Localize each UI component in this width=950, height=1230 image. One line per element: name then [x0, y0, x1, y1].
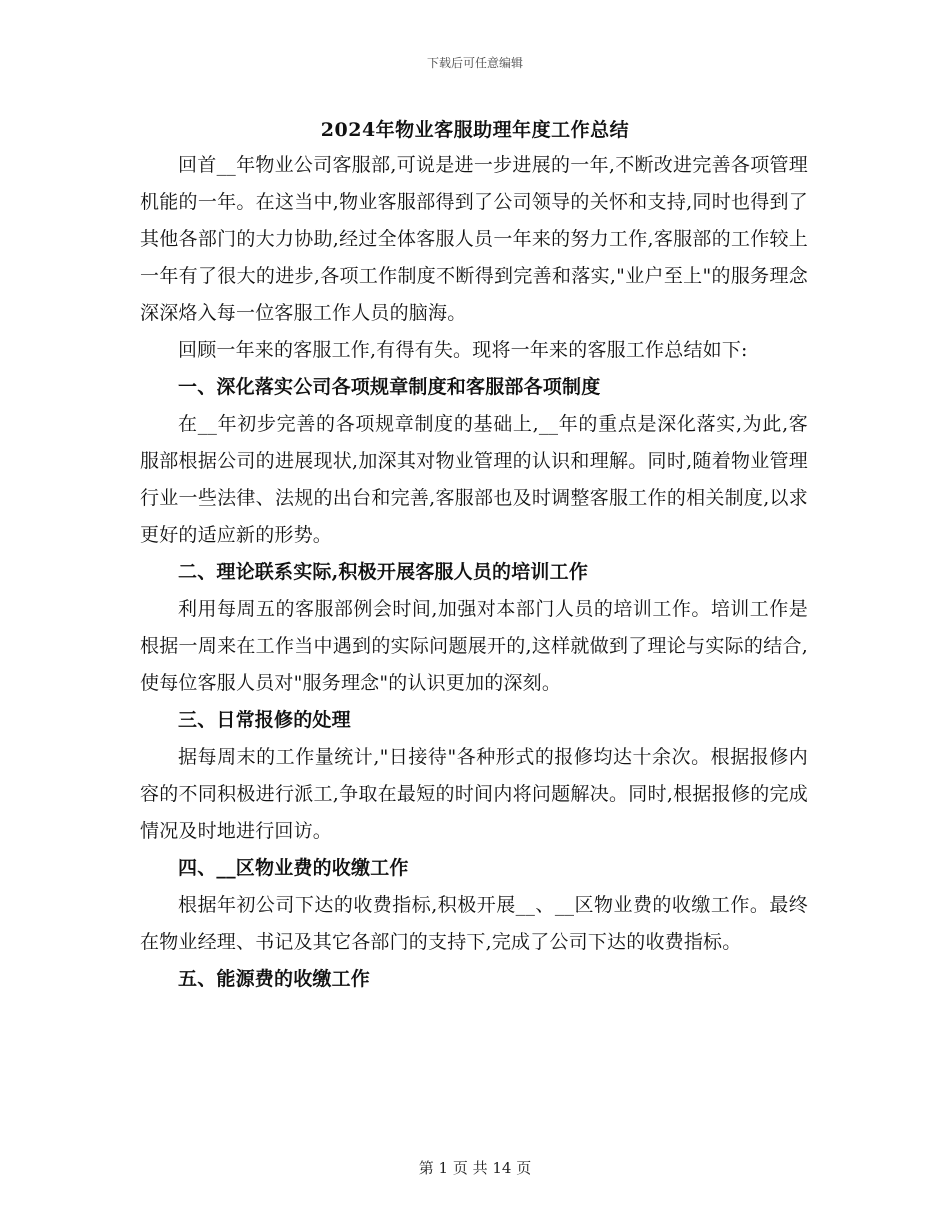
section-heading: 三、日常报修的处理	[178, 709, 351, 731]
intro-paragraph: 回顾一年来的客服工作,有得有失。现将一年来的客服工作总结如下:	[178, 339, 748, 361]
section-heading: 一、深化落实公司各项规章制度和客服部各项制度	[178, 376, 601, 398]
intro-paragraph: 回首__年物业公司客服部,可说是进一步进展的一年,不断改进完善各项管理机能的一年。在这当中,物业客服部得到了公司领导的关怀和支持,同时也得到了其他各部门的大力协助,经过全体客服人员一年来的努力工作,客服部的工作较上一年有了很大的进步,各项工作制度不断得到完善和落实,"业户至上"的服务理念深深烙入每一位客服工作人员的脑海。	[140, 154, 808, 324]
section-paragraph: 根据年初公司下达的收费指标,积极开展__、__区物业费的收缴工作。最终在物业经理、书记及其它各部门的支持下,完成了公司下达的收费指标。	[140, 894, 808, 953]
page-number: 第 1 页 共 14 页	[418, 1159, 532, 1177]
page-header-note: 下载后可任意编辑	[426, 56, 523, 70]
section-heading: 二、理论联系实际,积极开展客服人员的培训工作	[178, 561, 589, 583]
section-heading: 五、能源费的收缴工作	[178, 968, 371, 990]
section-paragraph: 据每周末的工作量统计,"日接待"各种形式的报修均达十余次。根据报修内容的不同积极进行派工,争取在最短的时间内将问题解决。同时,根据报修的完成情况及时地进行回访。	[140, 746, 808, 842]
section-paragraph: 在__年初步完善的各项规章制度的基础上,__年的重点是深化落实,为此,客服部根据公司的进展现状,加深其对物业管理的认识和理解。同时,随着物业管理行业一些法律、法规的出台和完善,客服部也及时调整客服工作的相关制度,以求更好的适应新的形势。	[140, 413, 808, 546]
document-title: 2024年物业客服助理年度工作总结	[320, 119, 630, 141]
document-body	[140, 147, 808, 998]
section-heading: 四、__区物业费的收缴工作	[178, 857, 409, 879]
section-paragraph: 利用每周五的客服部例会时间,加强对本部门人员的培训工作。培训工作是根据一周来在工作当中遇到的实际问题展开的,这样就做到了理论与实际的结合,使每位客服人员对"服务理念"的认识更加的深刻。	[140, 598, 808, 694]
